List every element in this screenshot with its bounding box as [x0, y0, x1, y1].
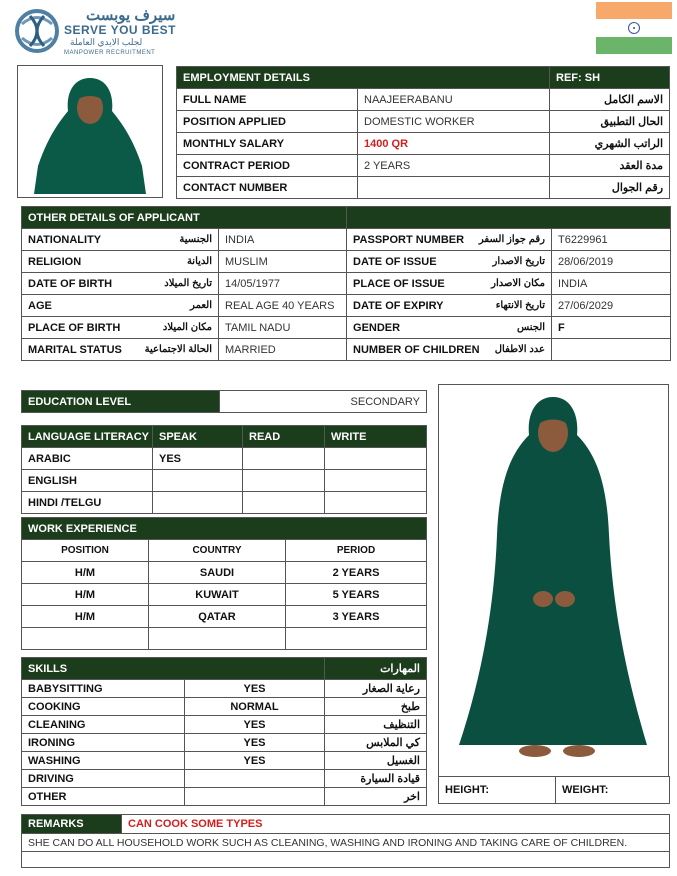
arabic-speak: YES: [153, 448, 243, 470]
contract-period-label: CONTRACT PERIOD: [177, 155, 358, 177]
religion-value: MUSLIM: [219, 251, 347, 273]
applicant-portrait-icon: [18, 66, 162, 197]
gender-value: F: [552, 317, 671, 339]
hindi-write: [325, 492, 427, 514]
monthly-salary-value: 1400 QR: [358, 133, 550, 155]
employment-details-table: [176, 66, 670, 199]
language-literacy-header: LANGUAGE LITERACY: [22, 426, 153, 448]
work-row-4-position: [22, 628, 149, 650]
date-of-issue-value: 28/06/2019: [552, 251, 671, 273]
company-logo: [14, 6, 204, 58]
religion-ar: الديانة: [186, 256, 212, 267]
applicant-full-body-icon: [439, 385, 668, 776]
measurements-table: [438, 776, 670, 804]
language-arabic: ARABIC: [22, 448, 153, 470]
skill-babysitting: BABYSITTING: [22, 680, 185, 698]
work-row-2-position: H/M: [22, 584, 149, 606]
skill-babysitting-value: YES: [185, 680, 325, 698]
skill-babysitting-ar: رعاية الصغار: [325, 680, 427, 698]
contract-period-ar: مدة العقد: [550, 155, 670, 177]
position-header: POSITION: [22, 540, 149, 562]
date-of-expiry-ar: تاريخ الانتهاء: [495, 300, 546, 311]
contact-number-value: [358, 177, 550, 199]
arabic-read: [243, 448, 325, 470]
skill-cooking-ar: طبخ: [325, 698, 427, 716]
passport-number-ar: رقم جواز السفر: [478, 234, 546, 245]
position-applied-ar: الحال التطبيق: [550, 111, 670, 133]
age-ar: العمر: [190, 300, 212, 311]
skill-cleaning: CLEANING: [22, 716, 185, 734]
height-label: HEIGHT:: [439, 777, 556, 804]
skill-cleaning-value: YES: [185, 716, 325, 734]
date-of-issue-label: DATE OF ISSUE: [353, 255, 437, 268]
skills-title: SKILLS: [22, 658, 325, 680]
nationality-label: NATIONALITY: [28, 233, 102, 246]
english-read: [243, 470, 325, 492]
other-details-table: [21, 206, 671, 361]
language-english: ENGLISH: [22, 470, 153, 492]
skill-washing-ar: الغسيل: [325, 752, 427, 770]
marital-status-label: MARITAL STATUS: [28, 343, 122, 356]
skill-ironing-value: YES: [185, 734, 325, 752]
number-of-children-value: [552, 339, 671, 361]
education-level-value: SECONDARY: [220, 391, 427, 413]
remarks-table: [21, 814, 670, 868]
india-flag: [596, 2, 672, 54]
work-row-2-period: 5 YEARS: [286, 584, 427, 606]
position-applied-label: POSITION APPLIED: [177, 111, 358, 133]
gender-ar: الجنس: [516, 322, 546, 333]
logo-english-sub: MANPOWER RECRUITMENT: [64, 50, 156, 56]
skill-other: OTHER: [22, 788, 185, 806]
place-of-issue-value: INDIA: [552, 273, 671, 295]
work-experience-title: WORK EXPERIENCE: [22, 518, 427, 540]
applicant-photo-full: [438, 384, 669, 777]
skill-ironing: IRONING: [22, 734, 185, 752]
place-of-birth-ar: مكان الميلاد: [162, 322, 212, 333]
age-label: AGE: [28, 299, 52, 312]
date-of-birth-label: DATE OF BIRTH: [28, 277, 113, 290]
ashoka-chakra-icon: [627, 21, 641, 35]
english-write: [325, 470, 427, 492]
skill-cooking-value: NORMAL: [185, 698, 325, 716]
skill-other-value: [185, 788, 325, 806]
logo-arabic-sub: لجلب الايدي العاملة: [70, 37, 143, 47]
passport-number-value: T6229961: [552, 229, 671, 251]
remarks-text: SHE CAN DO ALL HOUSEHOLD WORK SUCH AS CLEANING, WASHING AND IRONING AND TAKING CARE OF CHILDREN.: [22, 834, 670, 852]
skill-driving: DRIVING: [22, 770, 185, 788]
work-experience-table: [21, 517, 427, 650]
skill-cleaning-ar: التنظيف: [325, 716, 427, 734]
country-header: COUNTRY: [149, 540, 286, 562]
place-of-birth-value: TAMIL NADU: [219, 317, 347, 339]
full-name-label: FULL NAME: [177, 89, 358, 111]
contact-number-ar: رقم الجوال: [550, 177, 670, 199]
contract-period-value: 2 YEARS: [358, 155, 550, 177]
language-hindi: HINDI /TELGU: [22, 492, 153, 514]
nationality-value: INDIA: [219, 229, 347, 251]
full-name-ar: الاسم الكامل: [550, 89, 670, 111]
religion-label: RELIGION: [28, 255, 82, 268]
number-of-children-ar: عدد الاطفال: [494, 344, 546, 355]
logo-english-name: SERVE YOU BEST: [64, 23, 176, 37]
monthly-salary-label: MONTHLY SALARY: [177, 133, 358, 155]
nationality-ar: الجنسية: [179, 234, 212, 245]
skill-cooking: COOKING: [22, 698, 185, 716]
education-level-label: EDUCATION LEVEL: [22, 391, 220, 413]
work-row-3-period: 3 YEARS: [286, 606, 427, 628]
write-header: WRITE: [325, 426, 427, 448]
work-row-4-period: [286, 628, 427, 650]
date-of-expiry-value: 27/06/2029: [552, 295, 671, 317]
work-row-3-country: QATAR: [149, 606, 286, 628]
work-row-1-period: 2 YEARS: [286, 562, 427, 584]
work-row-2-country: KUWAIT: [149, 584, 286, 606]
work-row-1-position: H/M: [22, 562, 149, 584]
skill-driving-value: [185, 770, 325, 788]
period-header: PERIOD: [286, 540, 427, 562]
skill-other-ar: اخر: [325, 788, 427, 806]
remarks-highlight: CAN COOK SOME TYPES: [122, 815, 670, 834]
logo-globe-icon: [14, 6, 60, 56]
date-of-birth-ar: تاريخ الميلاد: [164, 278, 212, 289]
date-of-expiry-label: DATE OF EXPIRY: [353, 299, 444, 312]
number-of-children-label: NUMBER OF CHILDREN: [353, 343, 480, 356]
full-name-value: NAAJEERABANU: [358, 89, 550, 111]
skill-ironing-ar: كي الملابس: [325, 734, 427, 752]
skills-title-ar: المهارات: [325, 658, 427, 680]
marital-status-value: MARRIED: [219, 339, 347, 361]
place-of-issue-label: PLACE OF ISSUE: [353, 277, 445, 290]
ref-label: REF: SH: [550, 67, 670, 89]
hindi-read: [243, 492, 325, 514]
passport-number-label: PASSPORT NUMBER: [353, 233, 465, 246]
weight-label: WEIGHT:: [556, 777, 670, 804]
monthly-salary-ar: الراتب الشهري: [550, 133, 670, 155]
skill-washing-value: YES: [185, 752, 325, 770]
work-row-3-position: H/M: [22, 606, 149, 628]
logo-arabic-name: سيرف يوبست: [86, 7, 176, 24]
remarks-label: REMARKS: [22, 815, 122, 834]
work-row-4-country: [149, 628, 286, 650]
age-value: REAL AGE 40 YEARS: [219, 295, 347, 317]
read-header: READ: [243, 426, 325, 448]
skill-driving-ar: قيادة السيارة: [325, 770, 427, 788]
place-of-issue-ar: مكان الاصدار: [491, 278, 546, 289]
applicant-photo-small: [17, 65, 163, 198]
contact-number-label: CONTACT NUMBER: [177, 177, 358, 199]
date-of-issue-ar: تاريخ الاصدار: [492, 256, 546, 267]
marital-status-ar: الحالة الاجتماعية: [144, 344, 212, 355]
speak-header: SPEAK: [153, 426, 243, 448]
position-applied-value: DOMESTIC WORKER: [358, 111, 550, 133]
skill-washing: WASHING: [22, 752, 185, 770]
place-of-birth-label: PLACE OF BIRTH: [28, 321, 121, 334]
arabic-write: [325, 448, 427, 470]
english-speak: [153, 470, 243, 492]
employment-details-title: EMPLOYMENT DETAILS: [177, 67, 550, 89]
language-table: [21, 425, 427, 514]
skills-table: [21, 657, 427, 806]
gender-label: GENDER: [353, 321, 401, 334]
date-of-birth-value: 14/05/1977: [219, 273, 347, 295]
education-table: [21, 390, 427, 413]
work-row-1-country: SAUDI: [149, 562, 286, 584]
hindi-speak: [153, 492, 243, 514]
other-details-title: OTHER DETAILS OF APPLICANT: [22, 207, 347, 229]
